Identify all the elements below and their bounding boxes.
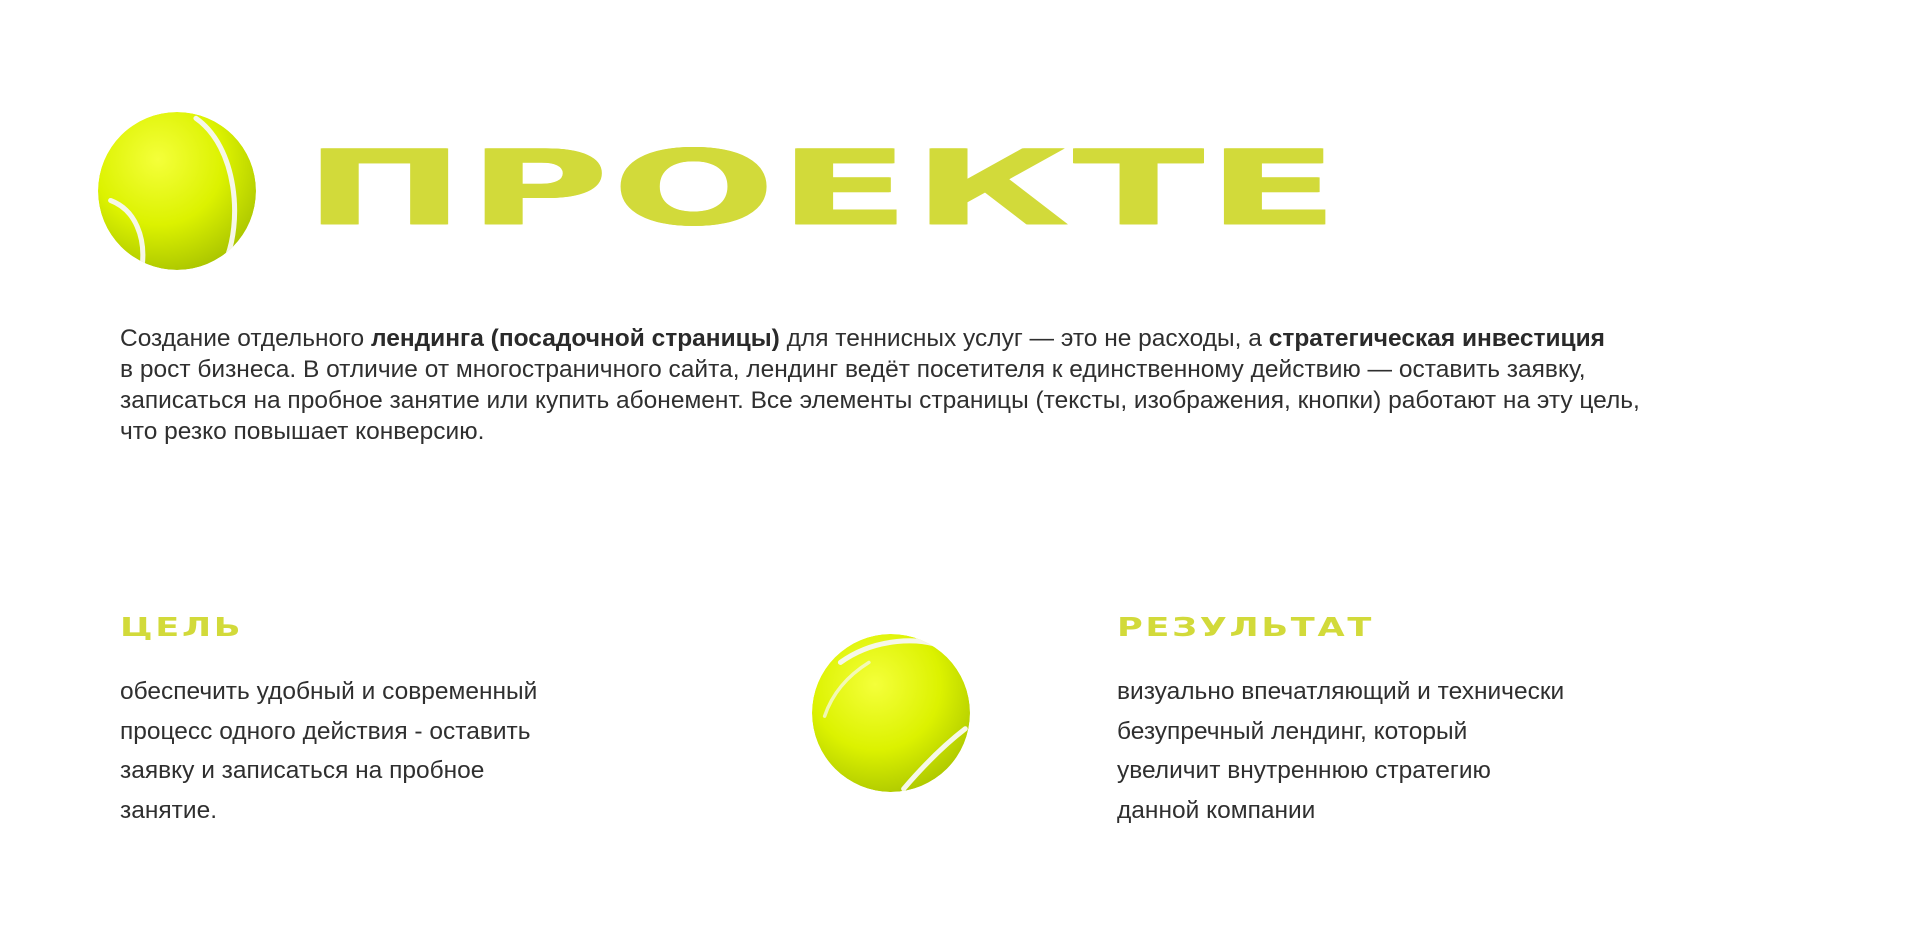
result-section <box>1117 612 1677 830</box>
intro-paragraph <box>120 323 1860 447</box>
goal-text-line: занятие. <box>120 796 217 824</box>
page-title: ПРОЕКТЕ <box>304 128 1342 250</box>
result-text <box>1117 672 1677 830</box>
result-text-line: увеличит внутреннюю стратегию <box>1117 757 1491 784</box>
goal-section <box>120 612 640 830</box>
intro-text: в рост бизнеса. В отличие от многостраничного сайта, лендинг ведёт посетителя к единственному действию — оставить заявку, <box>120 356 1586 383</box>
intro-text: для теннисных услуг — это не расходы, а <box>779 325 1269 352</box>
result-text-line: визуально впечатляющий и технически <box>1117 678 1565 705</box>
result-text-line: данной компании <box>1117 796 1316 824</box>
header <box>98 112 1342 276</box>
result-text-line: безупречный лендинг, который <box>1117 717 1468 745</box>
result-heading: РЕЗУЛЬТАТ <box>1117 613 1374 643</box>
intro-text: записаться на пробное занятие или купить абонемент. Все элементы страницы (тексты, изображения, кнопки) работают на эту цель, <box>120 387 1640 414</box>
goal-text-line: процесс одного действия - оставить <box>120 717 531 745</box>
intro-text: Создание отдельного <box>120 325 371 352</box>
intro-bold-landing: лендинга (посадочной страницы) <box>370 325 780 352</box>
goal-heading: ЦЕЛЬ <box>120 613 244 643</box>
goal-text <box>120 672 640 830</box>
tennis-ball-icon <box>812 634 970 792</box>
intro-text: что резко повышает конверсию. <box>120 418 485 445</box>
goal-text-line: обеспечить удобный и современный <box>120 678 538 705</box>
tennis-ball-icon <box>98 112 256 270</box>
intro-bold-investment: стратегическая инвестиция <box>1268 325 1605 352</box>
goal-text-line: заявку и записаться на пробное <box>120 757 485 784</box>
